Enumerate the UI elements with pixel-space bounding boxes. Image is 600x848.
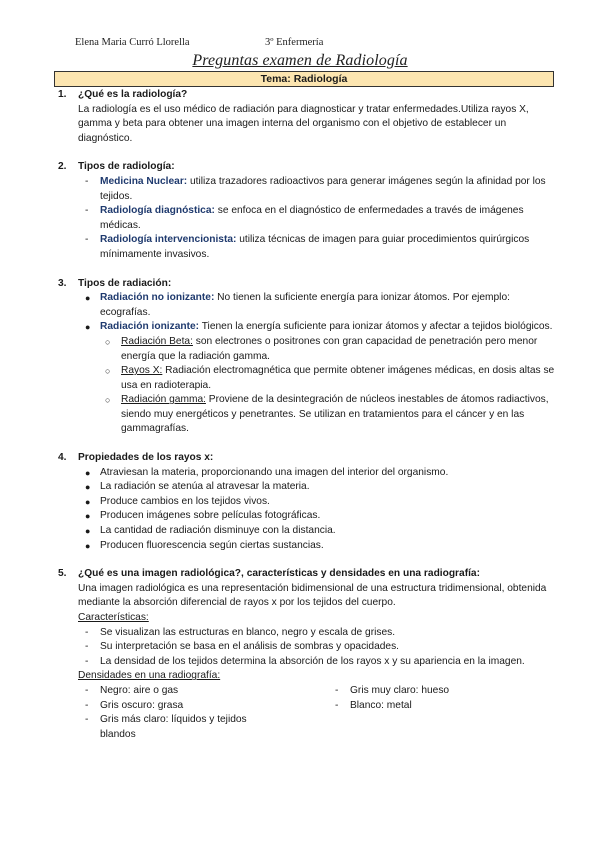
term: Radiación gamma: — [121, 394, 206, 406]
list-item-text: Produce cambios en los tejidos vivos. — [100, 495, 270, 507]
list-item-text: Negro: aire o gas — [100, 684, 179, 696]
characteristics-list — [58, 626, 558, 670]
course-label: 3º Enfermería — [265, 37, 324, 48]
list-item: - La densidad de los tejidos determina la absorción de los rayos x y su apariencia en la imagen. — [85, 655, 525, 667]
definition: Radiación electromagnética que permite obtener imágenes médicas, en dosis altas se usa en radioterapia. — [121, 365, 555, 391]
list-item: ● La radiación se atenúa al atravesar la materia. — [85, 481, 310, 493]
list-item-text: Gris oscuro: grasa — [100, 699, 184, 711]
list-item: ● Producen fluorescencia según ciertas sustancias. — [85, 539, 324, 551]
author-name: Elena Maria Curró Llorella — [75, 37, 190, 48]
section-1-title — [58, 88, 558, 103]
section-2-heading: Tipos de radiología: — [78, 161, 175, 173]
densities-label: Densidades en una radiografía: — [78, 670, 221, 682]
list-item: - Radiología diagnóstica: se enfoca en el diagnóstico de enfermedades a través de imágenes médicas. — [85, 205, 524, 231]
radiation-types-list — [58, 291, 558, 335]
term: Radiación ionizante: — [100, 321, 200, 333]
xray-properties-list — [58, 466, 558, 554]
section-3-number: 3. — [58, 277, 67, 289]
list-item-text: La cantidad de radiación disminuye con la distancia. — [100, 525, 336, 537]
list-item: ○ Radiación gamma: Proviene de la desintegración de núcleos inestables de átomos radiactivos, siendo muy energéticos y penetrantes. Se utilizan en tratamientos para el cáncer y en las gammagrafías. — [105, 394, 549, 435]
list-item: - Blanco: metal — [335, 699, 412, 711]
densities-columns — [58, 684, 558, 742]
list-item: - Radiología intervencionista: utiliza técnicas de imagen para guiar procedimientos quirúrgicos mínimamente invasivos. — [85, 234, 530, 260]
list-item: ● Producen imágenes sobre películas fotográficas. — [85, 510, 321, 522]
list-item: - Gris más claro: líquidos y tejidos blandos — [85, 714, 247, 740]
term: Radiología intervencionista: — [100, 234, 237, 246]
list-item: ● La cantidad de radiación disminuye con la distancia. — [85, 525, 336, 537]
section-5 — [58, 567, 558, 742]
list-item-text: Blanco: metal — [350, 699, 412, 711]
definition: No tienen la suficiente energía para ionizar átomos. Por ejemplo: ecografías. — [100, 292, 510, 318]
list-item-text: Producen imágenes sobre películas fotográficas. — [100, 510, 321, 522]
characteristics-label: Características: — [78, 612, 149, 623]
definition: se enfoca en el diagnóstico de enfermedades a través de imágenes médicas. — [100, 205, 524, 231]
document-body — [58, 88, 558, 742]
densities-list-left — [58, 684, 308, 742]
section-1-heading: ¿Qué es la radiología? — [78, 89, 188, 100]
section-5-title — [58, 567, 558, 582]
radiology-types-list — [58, 175, 558, 263]
section-1-number: 1. — [58, 89, 67, 100]
section-4 — [58, 451, 558, 553]
list-item-text: Producen fluorescencia según ciertas sustancias. — [100, 539, 324, 551]
list-item: - Se visualizan las estructuras en blanco, negro y escala de grises. — [85, 626, 396, 638]
page-header — [75, 37, 324, 48]
list-item-text: Gris muy claro: hueso — [350, 684, 450, 696]
list-item-text: Atraviesan la materia, proporcionando una imagen del interior del organismo. — [100, 466, 449, 478]
definition: son electrones o positrones con gran capacidad de penetración pero menor energía que la radiación gamma. — [121, 335, 538, 362]
section-2-title — [58, 160, 558, 175]
densities-list-right — [308, 684, 558, 742]
list-item-text: La densidad de los tejidos determina la absorción de los rayos x y su apariencia en la imagen. — [100, 655, 525, 667]
section-2 — [58, 160, 558, 262]
term: Radiación no ionizante: — [100, 292, 215, 304]
list-item: - Gris oscuro: grasa — [85, 699, 184, 711]
section-2-number: 2. — [58, 161, 67, 173]
topic-banner: Tema: Radiología — [54, 71, 554, 87]
section-5-number: 5. — [58, 568, 67, 580]
section-4-title — [58, 451, 558, 466]
term: Radiología diagnóstica: — [100, 205, 215, 217]
definition: Proviene de la desintegración de núcleos inestables de átomos radiactivos, siendo muy energéticos y penetrantes. Se utilizan en tratamientos para el cáncer y en las gammagrafías. — [121, 394, 549, 435]
list-item-text: Su interpretación se basa en el análisis de sombras y opacidades. — [100, 641, 400, 653]
list-item: ● Radiación ionizante: Tienen la energía suficiente para ionizar átomos y afectar a tejidos biológicos. — [85, 321, 553, 333]
term: Radiación Beta: — [121, 335, 193, 347]
definition: utiliza técnicas de imagen para guiar procedimientos quirúrgicos mínimamente invasivos. — [100, 234, 530, 260]
list-item: - Su interpretación se basa en el análisis de sombras y opacidades. — [85, 641, 400, 653]
definition: utiliza trazadores radioactivos para generar imágenes según la afinidad por los tejidos. — [100, 175, 546, 202]
list-item: ● Atraviesan la materia, proporcionando una imagen del interior del organismo. — [85, 466, 449, 478]
section-5-body: Una imagen radiológica es una representación bidimensional de una estructura tridimensional, obtenida mediante la absorción diferencial de rayos x por los tejidos del cuerpo. — [78, 582, 547, 609]
term: Rayos X: — [121, 365, 163, 377]
section-1 — [58, 88, 558, 146]
list-item: ● Produce cambios en los tejidos vivos. — [85, 495, 270, 507]
list-item: - Medicina Nuclear: utiliza trazadores radioactivos para generar imágenes según la afinidad por los tejidos. — [85, 175, 546, 202]
list-item-text: Se visualizan las estructuras en blanco, negro y escala de grises. — [100, 626, 396, 638]
section-4-number: 4. — [58, 452, 67, 464]
term: Medicina Nuclear: — [100, 175, 188, 187]
section-5-heading: ¿Qué es una imagen radiológica?, características y densidades en una radiografía: — [78, 568, 480, 580]
definition: Tienen la energía suficiente para ionizar átomos y afectar a tejidos biológicos. — [199, 321, 553, 333]
list-item-text: La radiación se atenúa al atravesar la materia. — [100, 481, 310, 493]
section-3-title — [58, 277, 558, 292]
list-item: ○ Rayos X: Radiación electromagnética que permite obtener imágenes médicas, en dosis altas se usa en radioterapia. — [105, 365, 555, 391]
page-title: Preguntas examen de Radiología — [192, 52, 408, 69]
list-item-text: Gris más claro: líquidos y tejidos blandos — [100, 714, 247, 740]
list-item: ○ Radiación Beta: son electrones o positrones con gran capacidad de penetración pero menor energía que la radiación gamma. — [105, 335, 538, 362]
section-3 — [58, 277, 558, 438]
list-item: - Negro: aire o gas — [85, 684, 179, 696]
list-item: ● Radiación no ionizante: No tienen la suficiente energía para ionizar átomos. Por ejemplo: ecografías. — [85, 292, 510, 318]
section-3-heading: Tipos de radiación: — [78, 277, 172, 289]
list-item: - Gris muy claro: hueso — [335, 684, 450, 696]
section-4-heading: Propiedades de los rayos x: — [78, 452, 214, 464]
section-1-body: La radiología es el uso médico de radiación para diagnosticar y tratar enfermedades.Utiliza rayos X, gamma y beta para obtener una imagen interna del organismo con el objetivo de establecer un diagnóstico. — [78, 103, 529, 144]
ionizing-subtypes-list — [58, 335, 558, 437]
